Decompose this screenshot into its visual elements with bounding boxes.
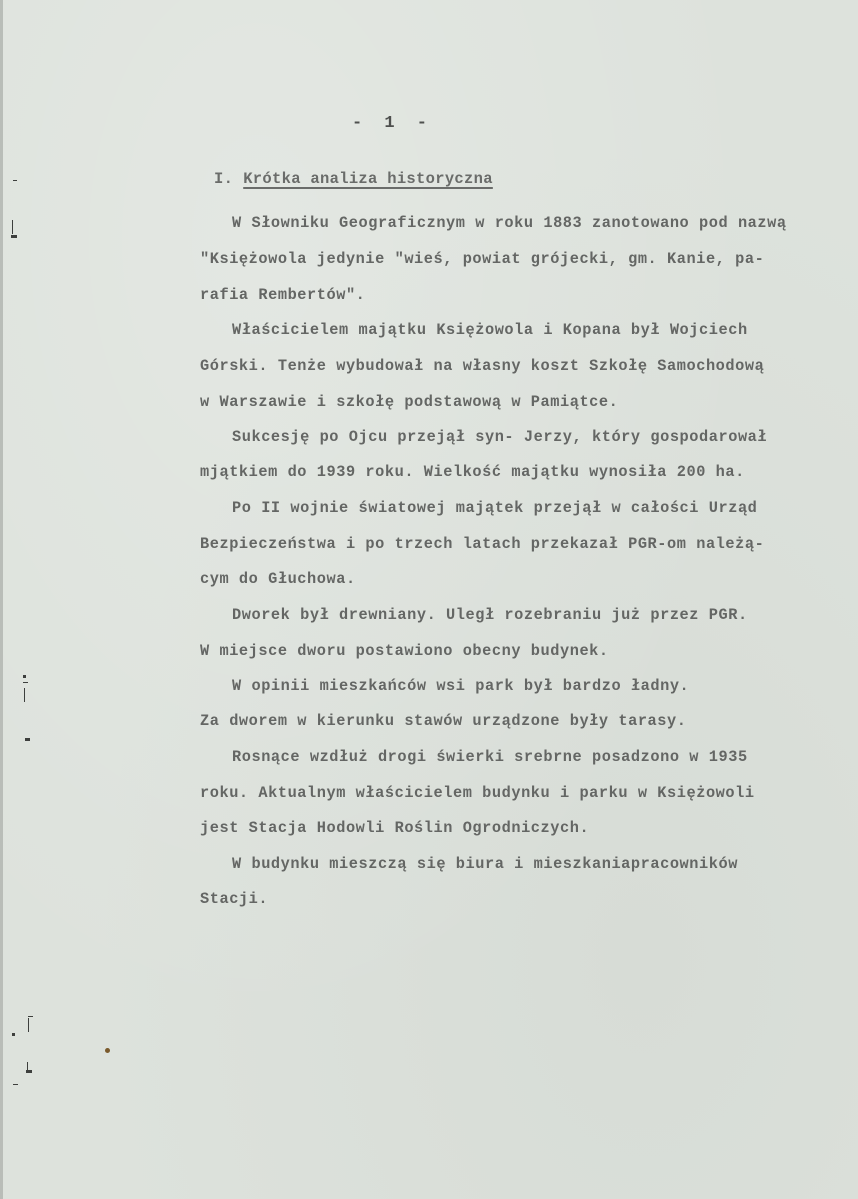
text-line: rafia Rembertów". [200, 286, 366, 304]
margin-mark [28, 1016, 33, 1017]
page-number: - 1 - [352, 114, 434, 133]
text-line: mjątkiem do 1939 roku. Wielkość majątku wynosiła 200 ha. [200, 463, 745, 481]
page-edge-shadow [0, 0, 3, 1199]
text-line: W miejsce dworu postawiono obecny budynek. [200, 642, 609, 660]
text-line: Stacji. [200, 890, 269, 908]
text-line: w Warszawie i szkołę podstawową w Pamiątce. [200, 393, 619, 411]
margin-mark [12, 220, 13, 234]
margin-mark [26, 1070, 32, 1073]
margin-mark [13, 1084, 18, 1085]
margin-mark [11, 235, 17, 238]
text-line: Po II wojnie światowej majątek przejął w całości Urząd [232, 499, 758, 517]
ink-stain [105, 1048, 110, 1053]
text-line: Dworek był drewniany. Uległ rozebraniu już przez PGR. [232, 606, 748, 624]
margin-mark [13, 180, 17, 181]
section-title: Krótka analiza historyczna [243, 170, 493, 188]
text-line: Sukcesję po Ojcu przejął syn- Jerzy, który gospodarował [232, 428, 768, 446]
text-line: Właścicielem majątku Księżowola i Kopana był Wojciech [232, 321, 748, 339]
text-line: "Księżowola jedynie "wieś, powiat grójecki, gm. Kanie, pa- [200, 250, 765, 268]
text-line: W opinii mieszkańców wsi park był bardzo ładny. [232, 677, 690, 695]
text-line: cym do Głuchowa. [200, 570, 356, 588]
margin-mark [28, 1018, 29, 1032]
text-line: Górski. Tenże wybudował na własny koszt Szkołę Samochodową [200, 357, 765, 375]
text-line: Za dworem w kierunku stawów urządzone były tarasy. [200, 712, 687, 730]
text-line: W budynku mieszczą się biura i mieszkaniapracowników [232, 855, 738, 873]
text-line: W Słowniku Geograficznym w roku 1883 zanotowano pod nazwą [232, 214, 787, 232]
margin-mark [24, 688, 25, 702]
margin-mark [23, 682, 28, 683]
section-number: I. [214, 170, 234, 188]
text-line: Rosnące wzdłuż drogi świerki srebrne posadzono w 1935 [232, 748, 748, 766]
section-heading [214, 170, 493, 188]
margin-mark [25, 738, 30, 741]
margin-mark [12, 1033, 15, 1036]
margin-mark [23, 675, 26, 678]
text-line: Bezpieczeństwa i po trzech latach przekazał PGR-om należą- [200, 535, 765, 553]
text-line: jest Stacja Hodowli Roślin Ogrodniczych. [200, 819, 590, 837]
text-line: roku. Aktualnym właścicielem budynku i parku w Księżowoli [200, 784, 755, 802]
